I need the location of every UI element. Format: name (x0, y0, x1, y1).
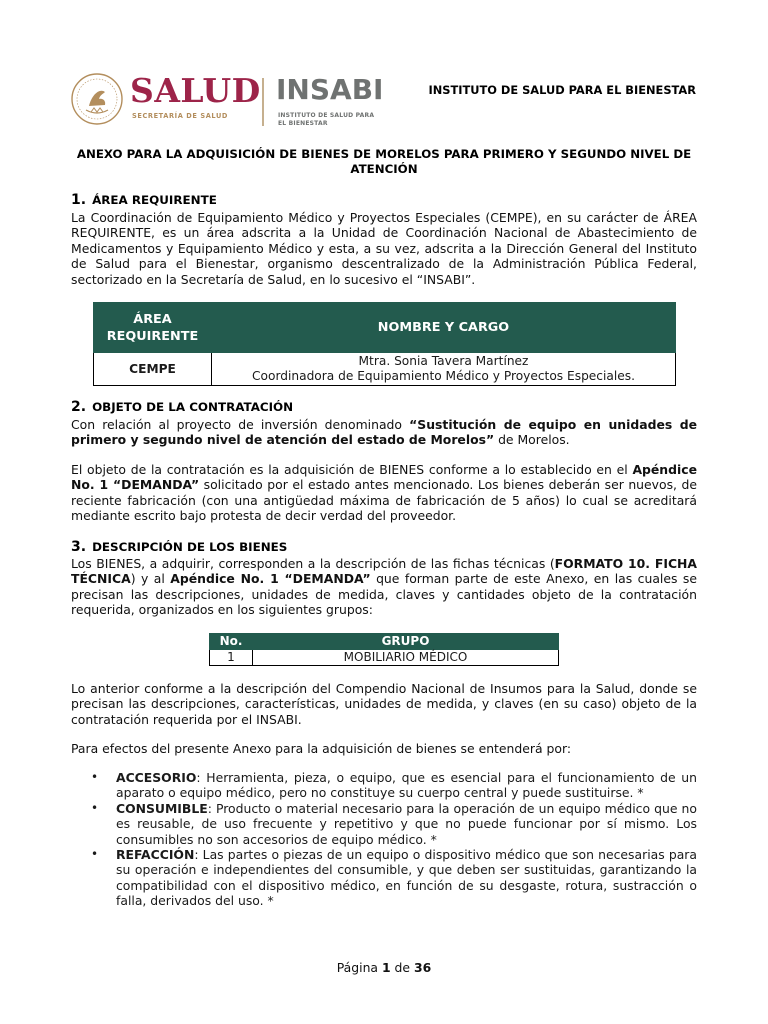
text-run: El objeto de la contratación es la adquisición de BIENES conforme a lo establecido en el (71, 462, 633, 477)
section-3-paragraph-3: Para efectos del presente Anexo para la adquisición de bienes se entenderá por: (71, 741, 571, 756)
logo-divider (262, 78, 264, 126)
definition-text: : Producto o material necesario para la operación de un equipo médico que no es reusable, de uso frecuente y repetitivo y que no puede funcionar por sí mismo. Los consumibles no son accesorios de equipo médico. * (116, 800, 697, 847)
text-run: que forman parte de este Anexo, en las cuales se precisan las descripciones, unidades de medida, claves y cantidades objeto de la contratación requerida, organizados en los siguientes grupos: (71, 571, 697, 618)
table-cell-number: 1 (210, 650, 253, 666)
section-title: OBJETO DE LA CONTRATACIÓN (92, 400, 294, 414)
project-name: “Sustitución de equipo en unidades de primero y segundo nivel de atención del estado de Morelos” (71, 417, 698, 448)
table-header-row (94, 303, 676, 353)
section-2-heading (71, 399, 293, 415)
section-number: 1. (71, 192, 87, 208)
table-header-row (210, 634, 559, 650)
text-run: Con relación al proyecto de inversión denominado (71, 417, 410, 432)
table-header-cell: NOMBRE Y CARGO (212, 303, 676, 353)
groups-table (209, 633, 559, 666)
person-name: Mtra. Sonia Tavera Martínez (358, 354, 529, 368)
section-2-paragraph-1 (71, 417, 697, 448)
definition-term: CONSUMIBLE (116, 800, 208, 816)
bullet-icon: • (91, 770, 99, 784)
section-number: 3. (71, 539, 87, 555)
table-header-cell: GRUPO (253, 634, 559, 650)
insabi-logo-subtitle-line1: INSTITUTO DE SALUD PARA (278, 112, 375, 119)
definition-text: : Herramienta, pieza, o equipo, que es esencial para el funcionamiento de un aparato o equipo médico, pero no constituye su cuerpo central y puede sustituirse. * (116, 770, 697, 801)
section-3-paragraph-1 (71, 556, 697, 618)
text-run: Los BIENES, a adquirir, corresponden a la descripción de las fichas técnicas ( (71, 556, 555, 571)
section-3-paragraph-2: Lo anterior conforme a la descripción del Compendio Nacional de Insumos para la Salud, donde se precisan las descripciones, características, unidades de medida, y claves (en su caso) objeto de la contratación requerida por el INSABI. (71, 681, 697, 727)
section-1-paragraph: La Coordinación de Equipamiento Médico y Proyectos Especiales (CEMPE), en su carácter de ÁREA REQUIRENTE, es un área adscrita a la Unidad de Coordinación Nacional de Abastecimiento de Medicamentos y Equipamiento Médico y esta, a su vez, adscrita a la Dirección General del Instituto de Salud para el Bienestar, organismo descentralizado de la Administración Pública Federal, sectorizado en la Secretaría de Salud, en lo sucesivo el “INSABI”. (71, 210, 697, 287)
table-header-cell: No. (210, 634, 253, 650)
salud-logo-word: SALUD (130, 71, 261, 110)
salud-logo-subtitle: SECRETARÍA DE SALUD (132, 112, 229, 120)
list-item (71, 847, 697, 909)
person-position: Coordinadora de Equipamiento Médico y Proyectos Especiales. (252, 369, 635, 383)
page-label: Página (336, 960, 382, 975)
document-title: ANEXO PARA LA ADQUISICIÓN DE BIENES DE MORELOS PARA PRIMERO Y SEGUNDO NIVEL DE ATENCIÓN (76, 147, 692, 176)
current-page-number: 1 (381, 960, 391, 975)
section-title: ÁREA REQUIRENTE (92, 193, 217, 207)
section-1-heading (71, 192, 217, 208)
header-logos (70, 68, 400, 130)
bullet-icon: • (91, 847, 99, 862)
section-number: 2. (71, 399, 87, 415)
table-cell-group: MOBILIARIO MÉDICO (253, 650, 559, 666)
text-run: ) y al (130, 571, 171, 587)
definition-term: REFACCIÓN (116, 847, 195, 863)
list-item (71, 801, 697, 847)
page-label-of: de (390, 960, 414, 975)
section-2-paragraph-2 (71, 462, 697, 524)
institute-name: INSTITUTO DE SALUD PARA EL BIENESTAR (428, 83, 696, 97)
table-cell-name-position (212, 353, 676, 386)
mexico-coat-of-arms-icon (70, 72, 124, 126)
insabi-logo-subtitle-line2: EL BIENESTAR (278, 120, 328, 127)
definitions-list (71, 770, 697, 909)
table-row (94, 353, 676, 386)
insabi-logo-word: INSABI (276, 73, 384, 106)
list-item (71, 770, 697, 801)
appendix-reference: Apéndice No. 1 “DEMANDA” (71, 462, 697, 493)
text-run: de Morelos. (494, 432, 570, 448)
format-reference: FORMATO 10. FICHA TÉCNICA (71, 556, 697, 587)
total-pages: 36 (413, 960, 432, 975)
appendix-reference: Apéndice No. 1 “DEMANDA” (170, 571, 371, 587)
bullet-icon: • (91, 800, 99, 815)
section-3-heading (71, 539, 287, 555)
table-row (210, 650, 559, 666)
table-header-cell: ÁREA REQUIRENTE (94, 303, 212, 353)
text-run: solicitado por el estado antes mencionado. Los bienes deberán ser nuevos, de reciente fabricación (con una antigüedad máxima de fabricación de 5 años) lo cual se acreditará mediante escrito bajo protesta de decir verdad del proveedor. (71, 477, 697, 524)
table-cell-area: CEMPE (94, 353, 212, 386)
section-title: DESCRIPCIÓN DE LOS BIENES (92, 540, 288, 554)
page-footer (0, 960, 768, 975)
definition-term: ACCESORIO (116, 770, 197, 785)
definition-text: : Las partes o piezas de un equipo o dispositivo médico que son necesarias para su operación e independientes del consumible, y que deben ser sustituidas, garantizando la compatibilidad con el dispositivo médico, en función de su desgaste, rotura, sustracción o falla, derivados del uso. * (116, 847, 697, 909)
area-requirente-table (93, 302, 676, 386)
